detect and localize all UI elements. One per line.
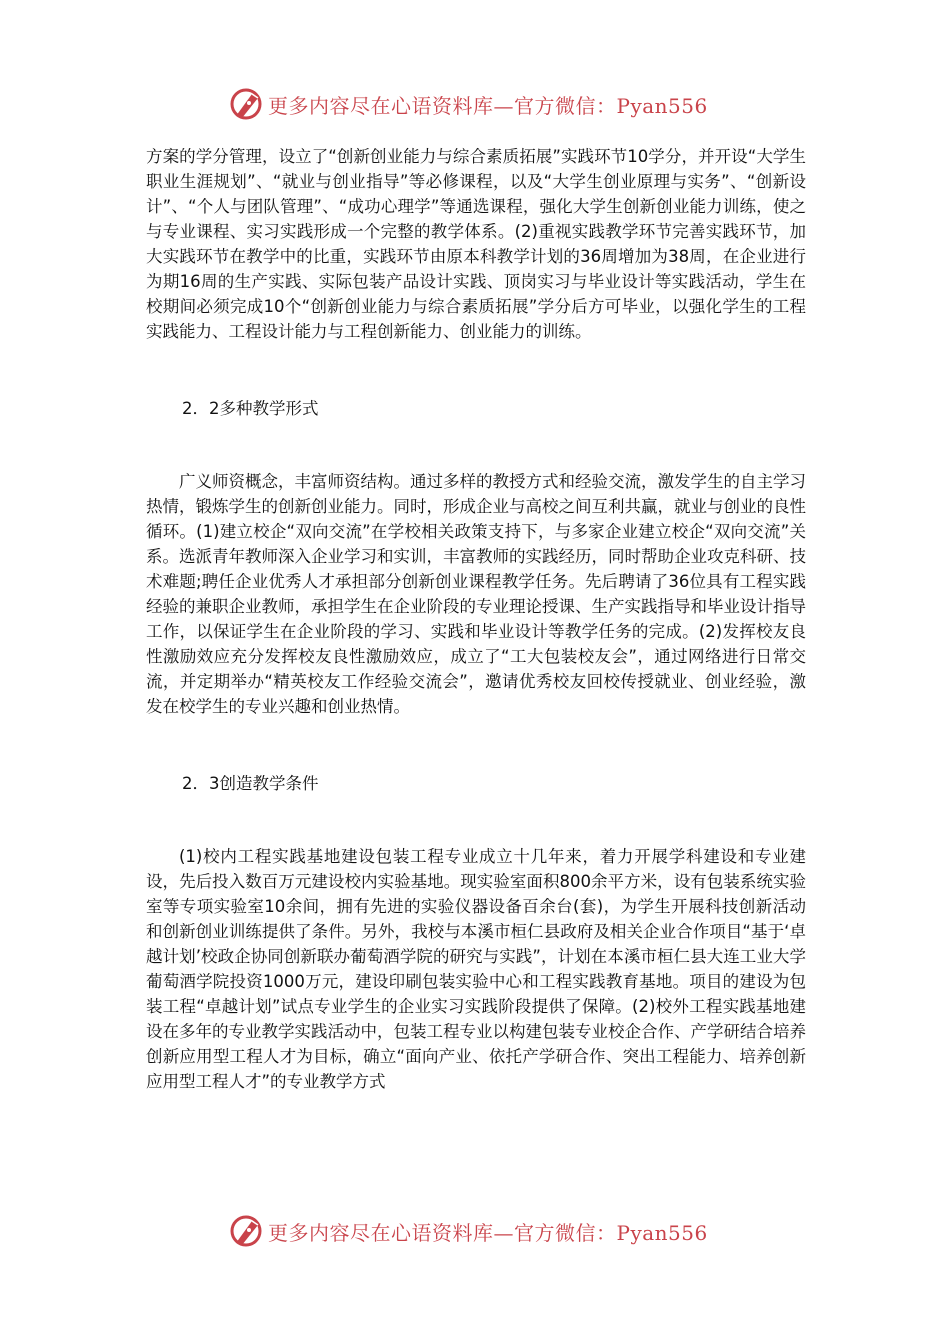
section-heading-2-3: 2．3创造教学条件 [182,774,319,793]
pen-nib-logo-icon [228,1213,264,1249]
pen-nib-logo-icon [228,86,264,122]
section-heading-2-2: 2．2多种教学形式 [182,399,319,418]
banner-text: 更多内容尽在心语资料库—官方微信：Pyan556 [268,93,708,118]
document-body [146,144,806,1094]
paragraph-3: (1)校内工程实践基地建设包装工程专业成立十几年来，着力开展学科建设和专业建设，先后投入数百万元建设校内实验基地。现实验室面积800余平方米，设有包装系统实验室等专项实验室10余间，拥有先进的实验仪器设备百余台(套)，为学生开展科技创新活动和创新创业训练提供了条件。另外，我校与本溪市桓仁县政府及相关企业合作项目“基于‘卓越计划’校政企协同创新联办葡萄酒学院的研究与实践”，计划在本溪市桓仁县大连工业大学葡萄酒学院投资1000万元，建设印刷包装实验中心和工程实践教育基地。项目的建设为包装工程“卓越计划”试点专业学生的企业实习实践阶段提供了保障。(2)校外工程实践基地建设在多年的专业教学实践活动中，包装工程专业以构建包装专业校企合作、产学研结合培养创新应用型工程人才为目标，确立“面向产业、依托产学研合作、突出工程能力、培养创新应用型工程人才”的专业教学方式 [146,847,806,1091]
paragraph-1: 方案的学分管理，设立了“创新创业能力与综合素质拓展”实践环节10学分，并开设“大学生职业生涯规划”、“就业与创业指导”等必修课程，以及“大学生创业原理与实务”、“创新设计”、“个人与团队管理”、“成功心理学”等通选课程，强化大学生创新创业能力训练，使之与专业课程、实习实践形成一个完整的教学体系。(2)重视实践教学环节完善实践环节，加大实践环节在教学中的比重，实践环节由原本科教学计划的36周增加为38周，在企业进行为期16周的生产实践、实际包装产品设计实践、顶岗实习与毕业设计等实践活动，学生在校期间必须完成10个“创新创业能力与综合素质拓展”学分后方可毕业，以强化学生的工程实践能力、工程设计能力与工程创新能力、创业能力的训练。 [146,147,806,341]
paragraph-2: 广义师资概念，丰富师资结构。通过多样的教授方式和经验交流，激发学生的自主学习热情，锻炼学生的创新创业能力。同时，形成企业与高校之间互利共赢，就业与创业的良性循环。(1)建立校企“双向交流”在学校相关政策支持下，与多家企业建立校企“双向交流”关系。选派青年教师深入企业学习和实训，丰富教师的实践经历，同时帮助企业攻克科研、技术难题;聘任企业优秀人才承担部分创新创业课程教学任务。先后聘请了36位具有工程实践经验的兼职企业教师，承担学生在企业阶段的专业理论授课、生产实践指导和毕业设计指导工作，以保证学生在企业阶段的学习、实践和毕业设计等教学任务的完成。(2)发挥校友良性激励效应充分发挥校友良性激励效应，成立了“工大包装校友会”，通过网络进行日常交流，并定期举办“精英校友工作经验交流会”，邀请优秀校友回校传授就业、创业经验，激发在校学生的专业兴趣和创业热情。 [146,472,806,716]
footer-banner [228,1211,728,1251]
header-banner [228,84,728,124]
banner-text: 更多内容尽在心语资料库—官方微信：Pyan556 [268,1220,708,1245]
